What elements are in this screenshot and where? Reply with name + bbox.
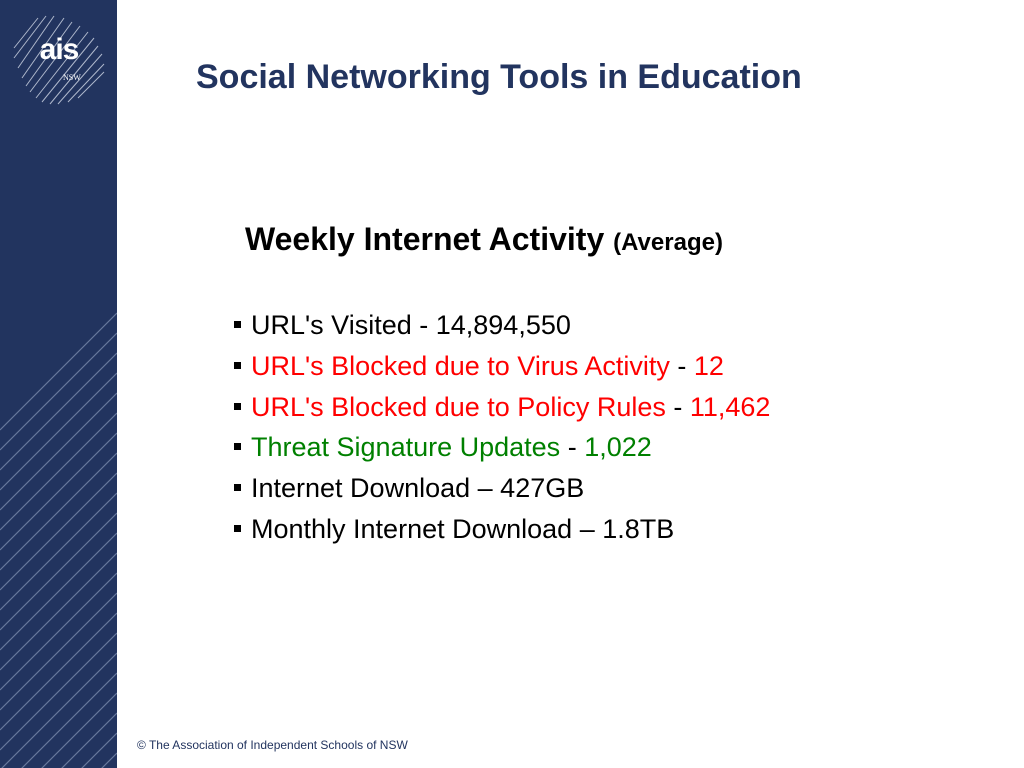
item-value: 1,022 [584,432,652,463]
list-item [234,468,770,509]
item-label: URL's Blocked due to Policy Rules [251,391,666,422]
copyright-footer: © The Association of Independent Schools of NSW [137,738,408,752]
ais-logo [10,10,108,108]
activity-list [234,305,770,550]
section-heading-qualifier: (Average) [613,229,723,256]
item-value: 1.8TB [602,513,675,544]
item-separator: – [470,473,501,504]
section-heading-main: Weekly Internet Activity [245,221,605,257]
square-bullet-icon [234,362,241,369]
list-item [234,305,770,346]
item-separator: – [572,513,603,544]
logo-wordmark: ais [39,33,79,66]
square-bullet-icon [234,443,241,450]
item-label: Internet Download [251,473,471,504]
list-item [234,509,770,550]
item-label: Monthly Internet Download [251,513,573,544]
item-value: 11,462 [689,391,771,422]
square-bullet-icon [234,403,241,410]
item-separator: - [411,310,436,340]
square-bullet-icon [234,321,241,328]
item-value: 12 [693,350,724,381]
logo-subtext: NSW [63,73,81,82]
item-separator: - [560,432,585,463]
slide-title: Social Networking Tools in Education [196,58,802,96]
list-item [234,427,770,468]
square-bullet-icon [234,525,241,532]
item-separator: - [669,350,694,381]
item-label: Threat Signature Updates [251,432,561,463]
item-label: URL's Visited [251,310,412,340]
item-label: URL's Blocked due to Virus Activity [251,350,670,381]
section-heading [245,217,723,265]
item-value: 14,894,550 [435,310,571,340]
diagonal-stripes-decoration [0,0,117,768]
list-item [234,387,770,428]
item-value: 427GB [500,473,585,504]
list-item [234,346,770,387]
square-bullet-icon [234,484,241,491]
item-separator: - [665,391,690,422]
sidebar-band [0,0,117,768]
